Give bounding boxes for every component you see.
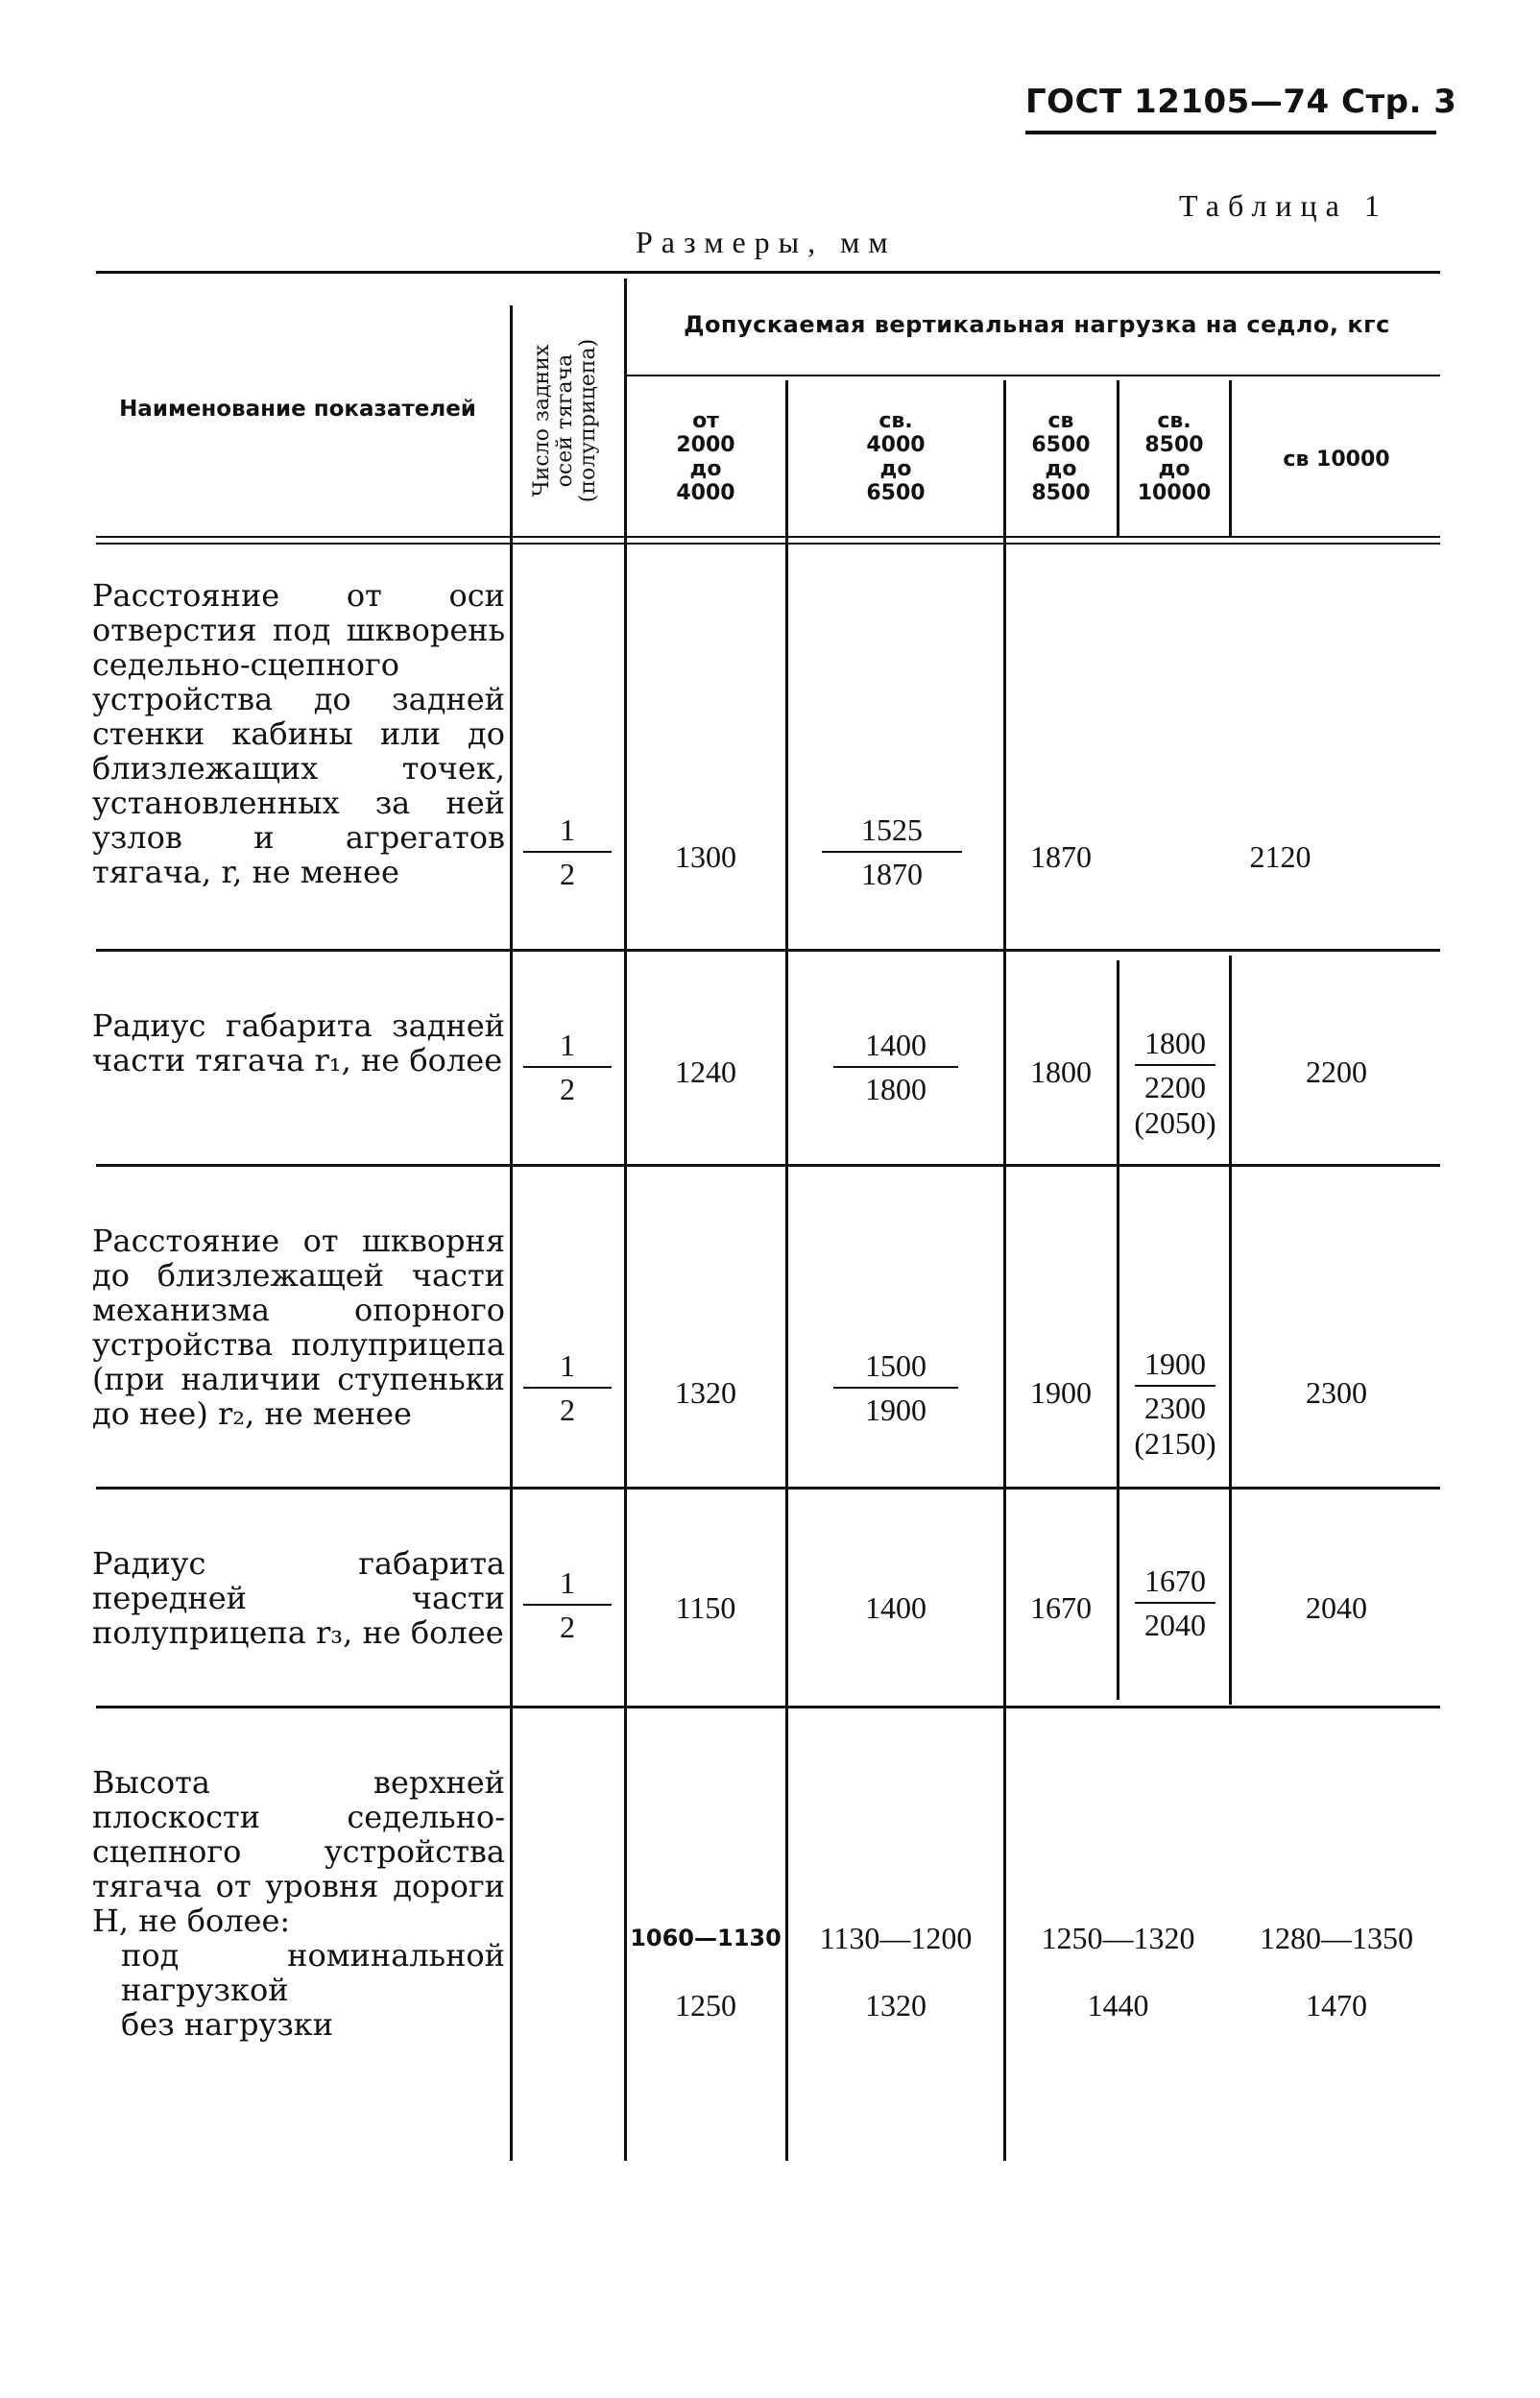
col-line-4 <box>1117 380 1119 536</box>
row5-sub2: без нагрузки <box>121 2006 334 2043</box>
row4-axles-bar <box>523 1604 612 1606</box>
row3-axles-bar <box>523 1387 612 1389</box>
row-rule-1 <box>96 949 1440 952</box>
row1-c3: 1870 <box>1030 839 1092 874</box>
header-bottom-rule-1 <box>96 536 1440 538</box>
row2-c2-bottom: 1800 <box>865 1072 926 1106</box>
header-load-4-l4: 10000 <box>1137 481 1212 505</box>
row2-c2 <box>833 1028 958 1107</box>
row1-c2-top: 1525 <box>861 812 923 847</box>
table-top-rule <box>96 271 1440 274</box>
row2-c5: 2200 <box>1306 1054 1367 1089</box>
header-name: Наименование показателей <box>119 397 476 422</box>
row1-name: Расстояние от оси отверстия под шкворень седельно-сцепного устройства до задней стенки кабины или до близлежащих точек, установленных за ней узлов и агрегатов тягача, r, не менее <box>92 577 505 890</box>
row3-c2 <box>833 1348 958 1428</box>
row2-c3: 1800 <box>1030 1054 1092 1089</box>
row5-unloaded-2: 1320 <box>865 1988 926 2023</box>
row5-loaded-4: 1280—1350 <box>1260 1921 1413 1955</box>
row4-c5: 2040 <box>1306 1590 1367 1625</box>
header-load-1-l2: 2000 <box>676 433 735 457</box>
header-load-3-l2: 6500 <box>1031 433 1091 457</box>
row1-c1: 1300 <box>675 839 736 874</box>
header-load-1-l3: до <box>689 457 722 481</box>
header-load-3 <box>1007 409 1115 505</box>
row1-c2-bar <box>822 851 962 853</box>
header-axles-line1: Число задних <box>530 344 554 497</box>
row4-c4 <box>1123 1563 1227 1643</box>
header-load-3-l1: св <box>1047 409 1074 433</box>
row4-axles-top: 1 <box>560 1565 575 1600</box>
row4-axles-bottom: 2 <box>560 1610 575 1644</box>
header-load-4-l1: св. <box>1157 409 1191 433</box>
row1-axles-bar <box>523 851 612 853</box>
row1-c2 <box>822 812 962 892</box>
header-load-2-l2: 4000 <box>866 433 926 457</box>
row4-c1: 1150 <box>675 1590 736 1625</box>
row5-loaded-1: 1060—1130 <box>630 1925 782 1951</box>
row1-c45: 2120 <box>1249 839 1311 874</box>
row4-c4-top: 1670 <box>1144 1563 1206 1598</box>
col-line-5 <box>1229 380 1232 536</box>
page-header: ГОСТ 12105—74 Стр. 3 <box>1025 83 1457 121</box>
header-load-2 <box>789 409 1002 505</box>
row3-axles-top: 1 <box>560 1348 575 1383</box>
row2-axles <box>523 1028 612 1107</box>
row4-c2: 1400 <box>865 1590 926 1625</box>
header-load-4 <box>1120 409 1228 505</box>
row2-c4-extra: (2050) <box>1134 1105 1216 1140</box>
row5-unloaded-3: 1440 <box>1087 1988 1149 2023</box>
col-line-axles-left <box>510 305 513 2161</box>
header-load-2-l4: 6500 <box>866 481 926 505</box>
table-label: Таблица 1 <box>1179 188 1388 223</box>
row4-c4-bar <box>1135 1602 1215 1604</box>
row4-c4-bottom: 2040 <box>1144 1608 1206 1642</box>
header-load-1 <box>629 409 782 505</box>
row3-axles <box>523 1348 612 1428</box>
row3-c4-bar <box>1135 1385 1215 1387</box>
header-load-5: св 10000 <box>1283 448 1390 472</box>
header-load-1-l4: 4000 <box>676 481 735 505</box>
row-rule-4 <box>96 1706 1440 1708</box>
row1-c2-bottom: 1870 <box>861 857 923 891</box>
col-line-4-rows <box>1117 960 1119 1700</box>
row4-name: Радиус габарита передней части полуприцепа r₃, не более <box>92 1545 505 1651</box>
row5-name: Высота верхней плоскости седельно-сцепного устройства тягача от уровня дороги H, не более: <box>92 1764 505 1939</box>
row5-loaded-2: 1130—1200 <box>819 1921 973 1955</box>
header-axles-line2: осей тягача <box>553 353 577 488</box>
row1-axles <box>523 812 612 892</box>
header-load-4-l2: 8500 <box>1144 433 1204 457</box>
row2-c4 <box>1123 1026 1227 1141</box>
row2-c4-bottom: 2200 <box>1144 1070 1206 1104</box>
row3-c1: 1320 <box>675 1375 736 1410</box>
row-rule-3 <box>96 1487 1440 1490</box>
row3-c2-bottom: 1900 <box>865 1393 926 1427</box>
row3-c4-top: 1900 <box>1144 1346 1206 1381</box>
row3-c2-bar <box>833 1387 958 1389</box>
row5-unloaded-1: 1250 <box>675 1988 736 2023</box>
row5-sub1: под номинальной нагрузкой <box>121 1937 505 2008</box>
row2-name: Радиус габарита задней части тягача r₁, не более <box>92 1007 505 1078</box>
row2-c4-bar <box>1135 1064 1215 1066</box>
row3-c4 <box>1123 1346 1227 1462</box>
row2-axles-bar <box>523 1066 612 1068</box>
row2-c4-top: 1800 <box>1144 1026 1206 1060</box>
header-load-2-l3: до <box>879 457 912 481</box>
row5-unloaded-4: 1470 <box>1306 1988 1367 2023</box>
header-load-2-l1: св. <box>878 409 913 433</box>
table-caption: Размеры, мм <box>636 225 897 259</box>
row1-axles-bottom: 2 <box>560 857 575 891</box>
col-line-3 <box>1003 380 1006 2161</box>
col-line-2 <box>785 380 788 2161</box>
row2-c2-bar <box>833 1066 958 1068</box>
row3-c2-top: 1500 <box>865 1348 926 1383</box>
row5-loaded-3: 1250—1320 <box>1041 1921 1195 1955</box>
header-load-3-l4: 8500 <box>1031 481 1091 505</box>
row2-axles-top: 1 <box>560 1028 575 1062</box>
row3-c5: 2300 <box>1306 1375 1367 1410</box>
row3-c4-extra: (2150) <box>1134 1426 1216 1461</box>
header-axles <box>531 310 604 531</box>
row1-axles-top: 1 <box>560 812 575 847</box>
row-rule-2 <box>96 1164 1440 1167</box>
header-load-1-l1: от <box>692 409 719 433</box>
header-bottom-rule-2 <box>96 543 1440 545</box>
row3-name: Расстояние от шкворня до близлежащей части механизма опорного устройства полуприцепа (при наличии ступеньки до нее) r₂, не менее <box>92 1223 505 1432</box>
row3-c3: 1900 <box>1030 1375 1092 1410</box>
row2-c1: 1240 <box>675 1054 736 1089</box>
col-line-5-rows <box>1229 956 1232 1705</box>
header-load-3-l3: до <box>1045 457 1077 481</box>
header-axles-line3: (полуприцепа) <box>576 338 600 503</box>
row3-c4-bottom: 2300 <box>1144 1391 1206 1425</box>
row3-axles-bottom: 2 <box>560 1393 575 1427</box>
header-load-group: Допускаемая вертикальная нагрузка на седло, кгс <box>684 311 1390 338</box>
row2-c2-top: 1400 <box>865 1028 926 1062</box>
row4-c3: 1670 <box>1030 1590 1092 1625</box>
row4-axles <box>523 1565 612 1645</box>
row2-axles-bottom: 2 <box>560 1072 575 1106</box>
load-group-rule <box>626 375 1440 376</box>
header-rule <box>1025 131 1436 134</box>
header-load-4-l3: до <box>1158 457 1191 481</box>
col-line-axles-right <box>624 279 627 2161</box>
